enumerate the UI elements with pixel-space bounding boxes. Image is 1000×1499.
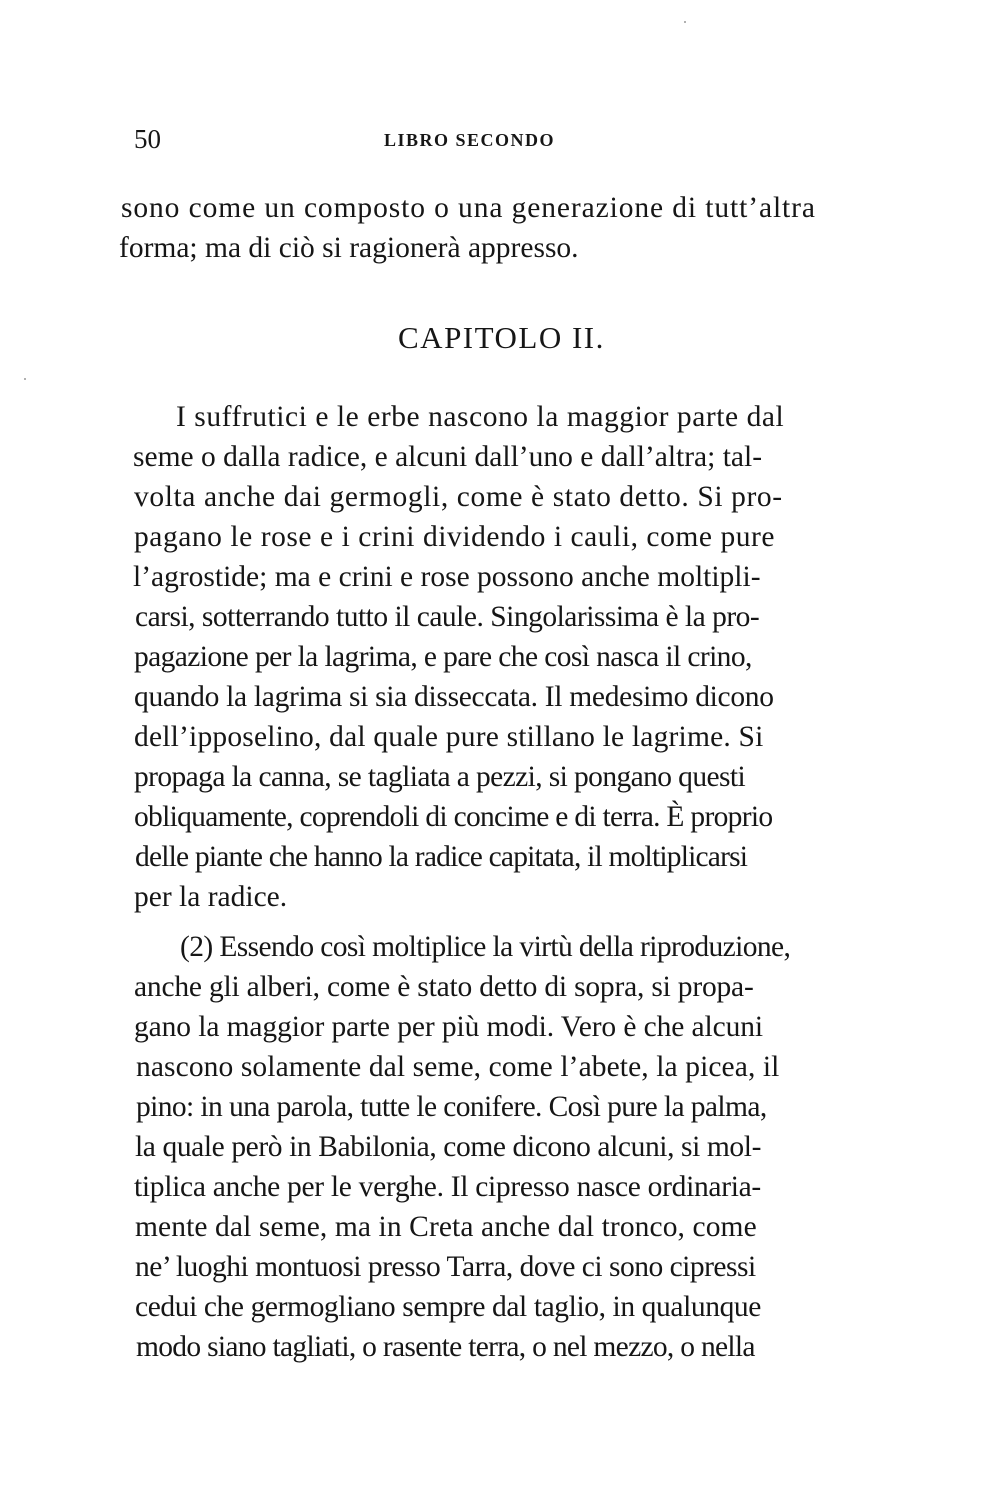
text-line: carsi, sotterrando tutto il caule. Singolarissima è la pro- — [135, 601, 760, 633]
running-head: LIBRO SECONDO — [384, 130, 556, 150]
text-line: (2) Essendo così moltiplice la virtù della riproduzione, — [180, 931, 791, 963]
text-line: obliquamente, coprendoli di concime e di terra. È proprio — [134, 801, 773, 833]
page-header — [134, 120, 880, 160]
text-line: cedui che germogliano sempre dal taglio, in qualunque — [135, 1291, 761, 1323]
scan-speck — [24, 378, 26, 380]
page-number: 50 — [134, 124, 161, 154]
text-line: gano la maggior parte per più modi. Vero è che alcuni — [134, 1011, 764, 1043]
text-line: tiplica anche per le verghe. Il cipresso nasce ordinaria- — [134, 1171, 761, 1203]
text-line: l’agrostide; ma e crini e rose possono anche moltipli- — [133, 561, 761, 593]
text-line: dell’ipposelino, dal quale pure stillano le lagrime. Si — [134, 721, 764, 753]
text-line: la quale però in Babilonia, come dicono alcuni, si mol- — [135, 1131, 762, 1163]
text-line: I suffrutici e le erbe nascono la maggior parte dal — [176, 401, 785, 433]
text-line: sono come un composto o una generazione di tutt’altra — [121, 192, 816, 224]
scan-speck — [684, 21, 686, 23]
text-line: delle piante che hanno la radice capitata, il moltiplicarsi — [135, 841, 748, 873]
text-line: modo siano tagliati, o rasente terra, o nel mezzo, o nella — [136, 1331, 755, 1363]
text-line: mente dal seme, ma in Creta anche dal tronco, come — [135, 1211, 757, 1243]
text-line: propaga la canna, se tagliata a pezzi, si pongano questi — [134, 761, 746, 793]
text-line: pagano le rose e i crini dividendo i cauli, come pure — [134, 521, 776, 553]
text-line: pino: in una parola, tutte le conifere. Così pure la palma, — [136, 1091, 767, 1123]
text-line: volta anche dai germogli, come è stato detto. Si pro- — [134, 481, 783, 513]
text-line: forma; ma di ciò si ragionerà appresso. — [119, 232, 579, 264]
text-line: quando la lagrima si sia disseccata. Il medesimo dicono — [134, 681, 774, 713]
text-line: per la radice. — [134, 881, 288, 913]
chapter-title: CAPITOLO II. — [398, 320, 605, 355]
text-line: pagazione per la lagrima, e pare che così nasca il crino, — [134, 641, 752, 673]
text-line: anche gli alberi, come è stato detto di sopra, si propa- — [134, 971, 754, 1003]
text-line: seme o dalla radice, e alcuni dall’uno e dall’altra; tal- — [133, 441, 763, 473]
text-line: nascono solamente dal seme, come l’abete, la picea, il — [136, 1051, 780, 1083]
text-line: ne’ luoghi montuosi presso Tarra, dove ci sono cipressi — [135, 1251, 756, 1283]
